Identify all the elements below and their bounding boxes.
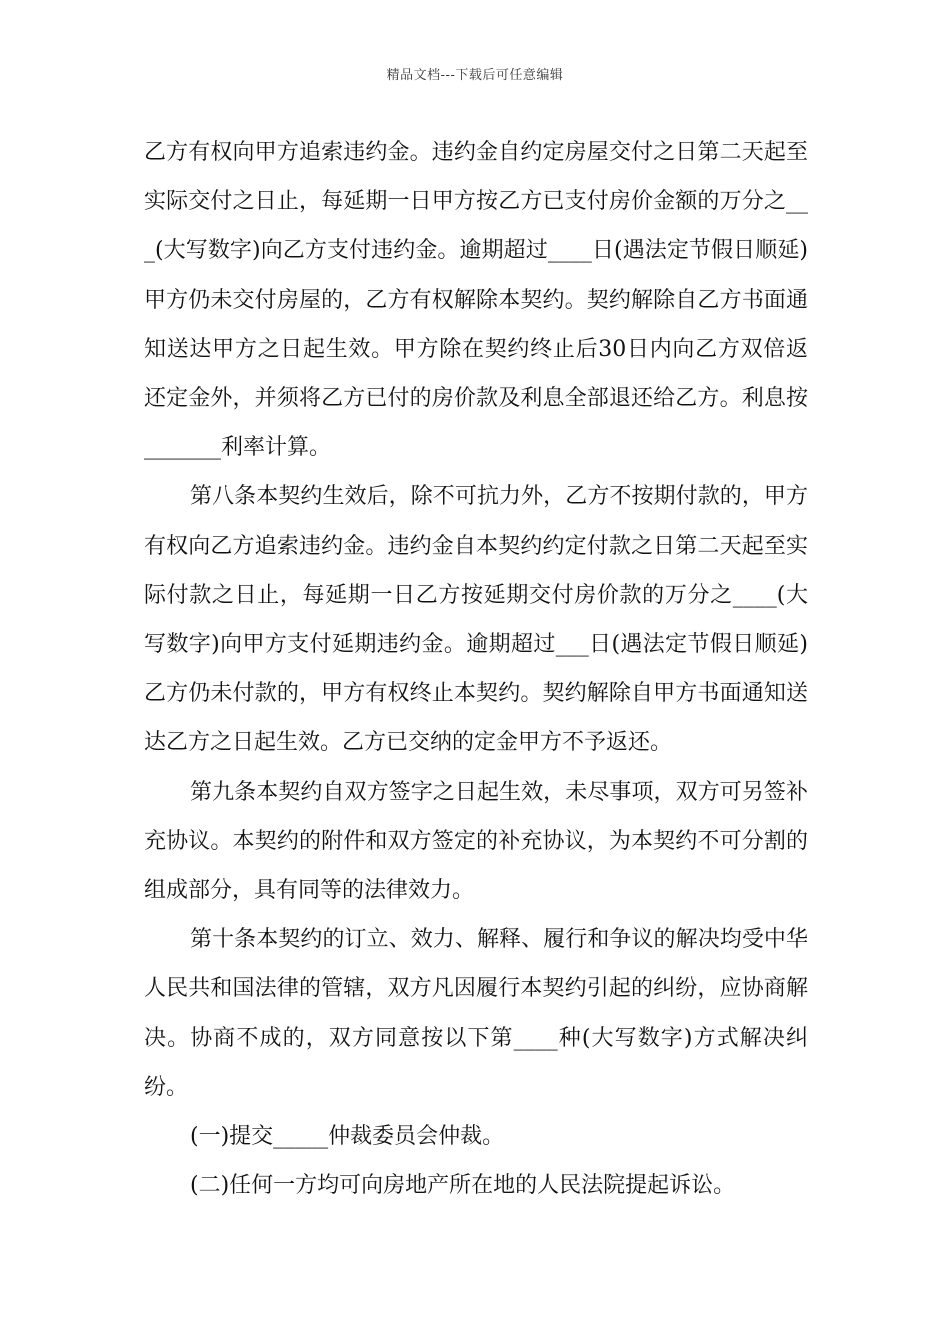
paragraph-penalty-party-a: 乙方有权向甲方追索违约金。违约金自约定房屋交付之日第二天起至实际交付之日止，每延期一日甲方按乙方已支付房价金额的万分之___(大写数字)向乙方支付违约金。逾期超过____日(遇法定节假日顺延)甲方仍未交付房屋的，乙方有权解除本契约。契约解除自乙方书面通知送达甲方之日起生效。甲方除在契约终止后30日内向乙方双倍返还定金外，并须将乙方已付的房价款及利息全部退还给乙方。利息按_______利率计算。 — [144, 140, 808, 461]
paragraph-article-9: 第九条本契约自双方签字之日起生效，未尽事项，双方可另签补充协议。本契约的附件和双方签定的补充协议，为本契约不可分割的组成部分，具有同等的法律效力。 — [144, 779, 808, 904]
paragraph-article-10: 第十条本契约的订立、效力、解释、履行和争议的解决均受中华人民共和国法律的管辖，双方凡因履行本契约引起的纠纷，应协商解决。协商不成的，双方同意按以下第____种(大写数字)方式解决纠纷。 — [144, 927, 808, 1100]
document-body — [144, 128, 808, 1210]
page-header: 精品文档---下载后可任意编辑 — [386, 68, 564, 83]
paragraph-option-arbitration: (一)提交_____仲裁委员会仲裁。 — [190, 1124, 505, 1150]
paragraph-article-8: 第八条本契约生效后，除不可抗力外，乙方不按期付款的，甲方有权向乙方追索违约金。违约金自本契约约定付款之日第二天起至实际付款之日止，每延期一日乙方按延期交付房价款的万分之____(大写数字)向甲方支付延期违约金。逾期超过___日(遇法定节假日顺延)乙方仍未付款的，甲方有权终止本契约。契约解除自甲方书面通知送达乙方之日起生效。乙方已交纳的定金甲方不予返还。 — [144, 484, 808, 756]
paragraph-option-litigation: (二)任何一方均可向房地产所在地的人民法院提起诉讼。 — [190, 1173, 736, 1199]
